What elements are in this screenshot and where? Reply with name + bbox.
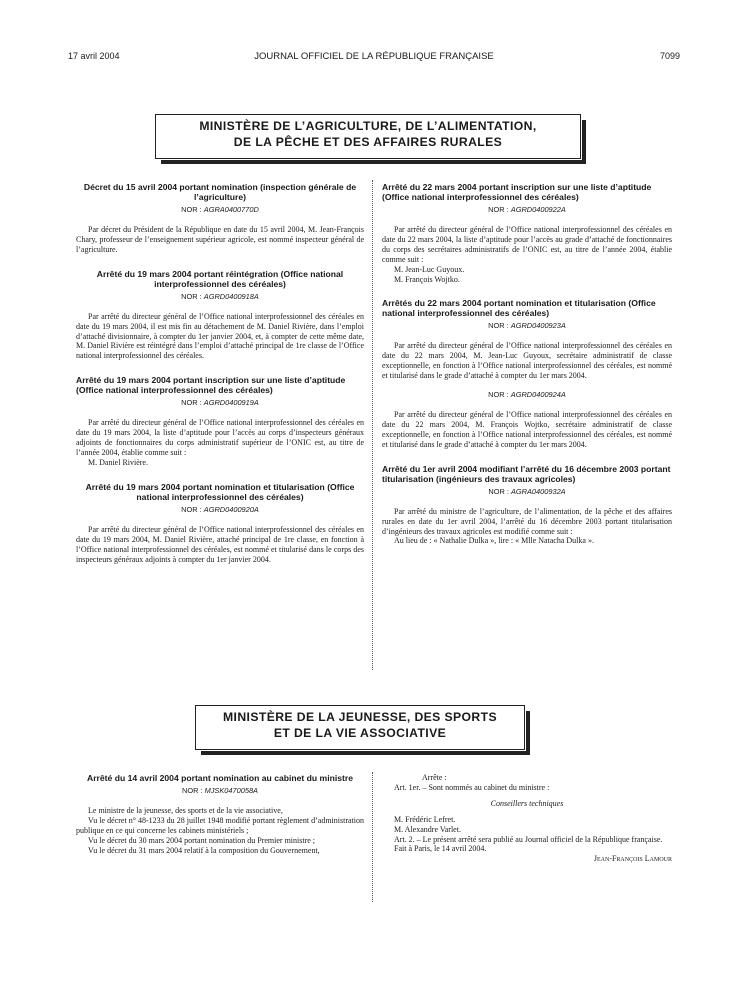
subheading-conseillers: Conseillers techniques <box>490 798 564 808</box>
article-reintegration <box>76 269 364 362</box>
article-nomination-titularisation-22mars <box>382 298 672 449</box>
article-title: Arrêté du 1er avril 2004 modifiant l’arrêté du 16 décembre 2003 portant titularisation (ingénieurs des travaux agricoles) <box>382 463 671 484</box>
journal-title: JOURNAL OFFICIEL DE LA RÉPUBLIQUE FRANÇAISE <box>254 51 494 62</box>
section2-left-column <box>76 773 364 856</box>
article-title: Arrêté du 19 mars 2004 portant réintégration (Office national interprofessionnel des céréales) <box>96 268 344 289</box>
article-title: Arrêté du 19 mars 2004 portant inscription sur une liste d’aptitude (Office national interprofessionnel des céréales) <box>76 375 346 396</box>
article-paragraph: Par décret du Président de la République en date du 15 avril 2004, M. Jean-François Chary, professeur de l’enseignement supérieur agricole, est nommé inspecteur général de l’agriculture. <box>76 225 364 254</box>
article-title: Arrêté du 22 mars 2004 portant inscription sur une liste d’aptitude (Office national interprofessionnel des céréales) <box>382 182 652 202</box>
arrete-line: Arrête : <box>422 773 447 782</box>
issue-date: 17 avril 2004 <box>68 51 120 61</box>
nominee-name: M. Daniel Rivière. <box>88 457 148 467</box>
column-divider <box>372 772 373 902</box>
nor-reference: NOR : AGRD0400919A <box>181 398 259 408</box>
article-decret-inspection <box>76 182 364 255</box>
ministry-heading-agriculture <box>155 114 581 159</box>
column-divider <box>372 180 373 670</box>
nor-reference: NOR : AGRD0400920A <box>181 504 259 514</box>
article-paragraph: Par arrêté du directeur général de l’Office national interprofessionnel des céréales en date du 22 mars 2004, la liste d’aptitude pour l’accès au grade d’attaché de fonctionnaires du corps des secrétaires administratifs de l’ONIC est, au titre de l’année 2004, établie comme suit : <box>382 225 672 264</box>
page-number: 7099 <box>659 51 680 61</box>
article-paragraph: Par arrêté du directeur général de l’Office national interprofessionnel des céréales en date du 19 mars 2004, la liste d’aptitude pour l’accès au corps d’inspecteurs généraux adjoints de fonctionnaires du corps administratif supérieur de l’ONIC est, au titre de l’année 2004, établie comme suit : <box>76 418 364 457</box>
article-2: Art. 2. – Le présent arrêté sera publié au Journal officiel de la République française. <box>394 834 663 844</box>
article-paragraph: Le ministre de la jeunesse, des sports et de la vie associative, <box>88 806 283 815</box>
article-paragraph: Par arrêté du ministre de l’agriculture, de l’alimentation, de la pêche et des affaires rurales en date du 1er avril 2004, l’arrêté du 16 décembre 2003 portant titularisation d’ingénieurs des travaux agricoles est modifié comme suit : <box>382 506 672 536</box>
nominee-name: M. Jean-Luc Guyoux. <box>394 264 465 274</box>
nor-reference: NOR : AGRA0400932A <box>488 486 566 496</box>
article-1: Art. 1er. – Sont nommés au cabinet du ministre : <box>394 782 550 792</box>
ministry-heading-line1: MINISTÈRE DE LA JEUNESSE, DES SPORTS <box>223 710 497 724</box>
visa-paragraph: Vu le décret du 30 mars 2004 portant nomination du Premier ministre ; <box>88 835 316 845</box>
section1-left-column <box>76 182 364 564</box>
nominee-name: M. François Wojtko. <box>394 274 460 284</box>
ministry-heading-line1: MINISTÈRE DE L’AGRICULTURE, DE L’ALIMENTATION, <box>199 119 537 133</box>
article-paragraph: Par arrêté du directeur général de l’Office national interprofessionnel des céréales en date du 19 mars 2004, il est mis fin au détachement de M. Daniel Rivière, dans l’emploi d’attaché divisionnaire, à compter du 1er janvier 2004, et, à compter de cette même date, M. Daniel Rivière est réintégré dans l’emploi d’attaché principal de 1re classe de l’Office national interprofessionnel des céréales. <box>76 311 364 361</box>
article-paragraph: Par arrêté du directeur général de l’Office national interprofessionnel des céréales en date du 22 mars 2004, M. Jean-Luc Guyoux, secrétaire administratif de classe exceptionnelle, en fonction à l’Office national interprofessionnel des céréales, est nommé et titularisé dans le grade d’attaché à compter du 1er mars 2004. <box>382 341 672 381</box>
running-header <box>68 51 680 65</box>
section1-right-column <box>382 182 672 546</box>
article-paragraph: Par arrêté du directeur général de l’Office national interprofessionnel des céréales en date du 19 mars 2004, M. Daniel Rivière, attaché principal de 1re classe, en fonction à l’Office national interprofessionnel des céréales, est nommé et titularisé dans le corps des inspecteurs généraux adjoints à compter du 1er janvier 2004. <box>76 524 364 564</box>
nor-reference: NOR : AGRD0400918A <box>181 291 259 301</box>
nor-reference: NOR : AGRD0400924A <box>488 390 566 400</box>
article-modification-titularisation <box>382 464 672 547</box>
article-title: Décret du 15 avril 2004 portant nomination (inspection générale de l’agriculture) <box>83 182 357 202</box>
visa-paragraph: Vu le décret n° 48-1233 du 28 juillet 1948 modifié portant règlement d’administration publique en ce qui concerne les cabinets ministériels ; <box>76 815 364 835</box>
nor-reference: NOR : AGRD0400922A <box>488 205 566 214</box>
visa-paragraph: Vu le décret du 31 mars 2004 relatif à la composition du Gouvernement, <box>88 845 320 855</box>
place-date: Fait à Paris, le 14 avril 2004. <box>394 844 487 854</box>
nominee-name: M. Frédéric Lefret. <box>394 814 456 824</box>
ministry-heading-jeunesse <box>195 705 525 750</box>
article-liste-aptitude-22mars <box>382 182 672 284</box>
article-liste-aptitude-19mars <box>76 375 364 468</box>
article-title: Arrêté du 14 avril 2004 portant nomination au cabinet du ministre <box>87 773 353 783</box>
article-paragraph: Au lieu de : « Nathalie Dulka », lire : « Mlle Natacha Dulka ». <box>394 536 594 546</box>
nor-reference: NOR : MJSK0470058A <box>181 786 258 795</box>
nominee-name: M. Alexandre Varlet. <box>394 824 461 834</box>
article-nomination-titularisation-19mars <box>76 482 364 565</box>
article-title: Arrêté du 19 mars 2004 portant nomination et titularisation (Office national interprofessionnel des céréales) <box>85 481 355 502</box>
nor-reference: NOR : AGRA0400770D <box>181 205 259 214</box>
signature: Jean-François Lamour <box>593 854 672 864</box>
section2-right-column <box>382 773 672 864</box>
ministry-heading-line2: DE LA PÊCHE ET DES AFFAIRES RURALES <box>233 135 503 149</box>
article-paragraph: Par arrêté du directeur général de l’Office national interprofessionnel des céréales en date du 22 mars 2004, M. François Wojtko, secrétaire administratif de classe exceptionnelle, en fonction à l’Office national interprofessionnel des céréales, est nommé et titularisé dans le grade d’attaché à compter du 1er mars 2004. <box>382 410 672 449</box>
ministry-heading-line2: ET DE LA VIE ASSOCIATIVE <box>273 726 447 740</box>
nor-reference: NOR : AGRD0400923A <box>488 321 566 331</box>
article-title: Arrêtés du 22 mars 2004 portant nomination et titularisation (Office national interprofessionnel des céréales) <box>382 298 656 319</box>
